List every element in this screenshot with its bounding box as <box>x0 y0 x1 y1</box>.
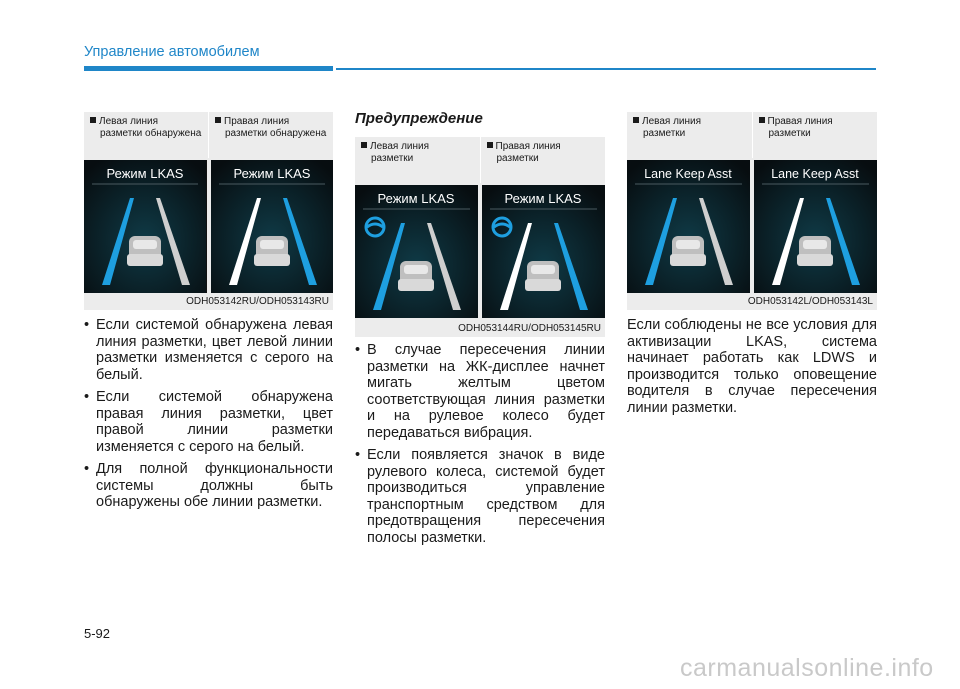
watermark: carmanualsonline.info <box>680 654 934 682</box>
cluster-display-left <box>355 185 478 318</box>
caption-left-line: Левая линия разметки <box>355 137 480 183</box>
car-icon <box>398 261 434 291</box>
figure-code: ODH053144RU/ODH053145RU <box>458 323 601 334</box>
figure-code: ODH053142L/ODH053143L <box>747 296 873 307</box>
cluster-display-right <box>754 160 877 293</box>
square-bullet-icon <box>361 142 367 148</box>
header-rule-thick <box>84 66 333 71</box>
cluster-display-left <box>627 160 750 293</box>
header-rule-thin <box>336 68 876 70</box>
caption-left-line-detected: Левая линия разметки обнаружена <box>84 112 208 158</box>
car-icon <box>127 236 163 266</box>
figure-lane-warning <box>355 137 605 337</box>
car-icon <box>797 236 833 266</box>
caption-right-line-detected: Правая линия разметки обнаружена <box>208 112 333 158</box>
warning-title: Предупреждение <box>355 110 483 127</box>
caption-right-line: Правая линия разметки <box>480 137 606 183</box>
figure-code: ODH053142RU/ODH053143RU <box>186 296 329 307</box>
page-number: 5-92 <box>84 626 111 641</box>
display-mode-title: Lane Keep Asst <box>771 167 859 181</box>
display-mode-title: Режим LKAS <box>233 166 310 181</box>
figure-lane-keep-asst <box>627 112 877 310</box>
square-bullet-icon <box>487 142 493 148</box>
left-bullet-list <box>84 317 333 517</box>
caption-left-line: Левая линия разметки <box>627 112 752 158</box>
display-mode-title: Режим LKAS <box>377 191 455 206</box>
list-item: • В случае пересечения линии разметки на ЖК-дисплее начнет мигать желтым цветом соответствующая линия разметки и на рулевое колесо будет передаваться вибрация. <box>355 342 605 441</box>
list-item: • Если появляется значок в виде рулевого колеса, системой будет производиться управление транспортным средством для предотвращения пересечения полосы разметки. <box>355 447 605 546</box>
cluster-display-right <box>211 160 334 293</box>
list-item: • Если системой обнаружена левая линия разметки, цвет левой линии разметки изменяется с серого на белый. <box>84 317 333 383</box>
square-bullet-icon <box>90 117 96 123</box>
caption-right-line: Правая линия разметки <box>752 112 878 158</box>
display-mode-title: Режим LKAS <box>504 191 582 206</box>
square-bullet-icon <box>759 117 765 123</box>
cluster-display-right <box>482 185 605 318</box>
figure-lane-detection <box>84 112 333 310</box>
section-title: Управление автомобилем <box>84 44 260 60</box>
list-item: • Для полной функциональности системы должны быть обнаружены обе линии разметки. <box>84 461 333 511</box>
right-paragraph: Если соблюдены не все условия для активизации LKAS, система начинает работать как LDWS и производится только оповещение водителя в случае пересечения линии разметки. <box>627 317 877 416</box>
square-bullet-icon <box>215 117 221 123</box>
display-mode-title: Lane Keep Asst <box>644 167 732 181</box>
car-icon <box>670 236 706 266</box>
car-icon <box>525 261 561 291</box>
display-mode-title: Режим LKAS <box>106 166 184 181</box>
square-bullet-icon <box>633 117 639 123</box>
list-item: • Если системой обнаружена правая линия разметки, цвет правой линии разметки изменяется с серого на белый. <box>84 389 333 455</box>
cluster-display-left <box>84 160 207 293</box>
car-icon <box>254 236 290 266</box>
warning-bullet-list <box>355 342 605 552</box>
